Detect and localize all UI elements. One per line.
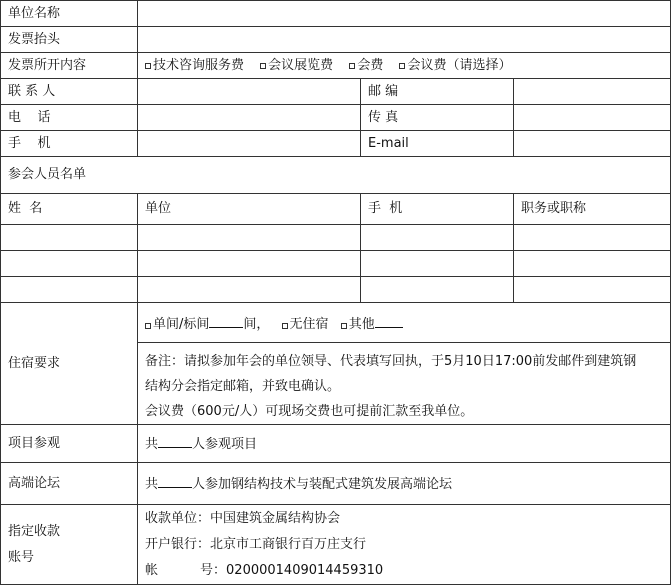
visit-label: 项目参观 [1,425,138,463]
attendee-mobile-cell[interactable] [361,277,514,303]
attendees-heading: 参会人员名单 [1,157,671,194]
attendee-title-cell[interactable] [514,251,671,277]
checkbox-icon[interactable] [282,323,288,329]
unit-name-label: 单位名称 [1,1,138,27]
invoice-content-label: 发票所开内容 [1,53,138,79]
invoice-option-consulting[interactable]: 技术咨询服务费 [145,58,244,73]
room-count-blank[interactable] [209,313,243,328]
lodging-option-none[interactable]: 无住宿 [282,317,329,332]
attendee-mobile-cell[interactable] [361,225,514,251]
fax-field[interactable] [514,105,671,131]
forum-label: 高端论坛 [1,463,138,505]
attendee-mobile-cell[interactable] [361,251,514,277]
lodging-label: 住宿要求 [1,303,138,425]
account-label-line: 账号 [8,549,35,565]
invoice-option-conference[interactable]: 会议费（请选择） [399,58,511,73]
phone-field[interactable] [138,105,361,131]
account-number-line: 帐 号：0200001409014459310 [145,562,384,578]
checkbox-icon[interactable] [399,63,405,69]
lodging-cell [138,303,671,425]
attendee-unit-cell[interactable] [138,277,361,303]
checkbox-icon[interactable] [349,63,355,69]
attendee-title-cell[interactable] [514,277,671,303]
attendee-name-cell[interactable] [1,225,138,251]
forum-cell: 共 人参加钢结构技术与装配式建筑发展高端论坛 [138,463,671,505]
phone-label: 电 话 [1,105,138,131]
lodging-option-room[interactable]: 单间/标间 间， [145,317,269,332]
bank-line: 开户银行：北京市工商银行百万庄支行 [145,536,367,552]
attendee-unit-cell[interactable] [138,251,361,277]
account-number: 0200001409014459310 [226,562,384,578]
lodging-note [145,343,670,424]
email-field[interactable] [514,131,671,157]
lodging-options [138,303,670,343]
postcode-field[interactable] [514,79,671,105]
note-line: 结构分会指定邮箱，并致电确认。 [145,379,341,394]
attendee-row [1,225,671,251]
contact-field[interactable] [138,79,361,105]
other-lodging-blank[interactable] [375,313,403,328]
account-details [138,505,671,585]
attendee-header-name: 姓 名 [1,194,138,225]
email-label: E-mail [361,131,514,157]
contact-label: 联 系 人 [1,79,138,105]
visit-cell: 共 人参观项目 [138,425,671,463]
attendee-row [1,277,671,303]
attendee-header-mobile: 手 机 [361,194,514,225]
note-line: 会议费（600元/人）可现场交费也可提前汇款至我单位。 [145,404,474,419]
attendee-row [1,251,671,277]
invoice-option-exhibition[interactable]: 会议展览费 [260,58,333,73]
account-label-line: 指定收款 [8,523,61,539]
forum-count-blank[interactable] [158,473,192,488]
invoice-title-label: 发票抬头 [1,27,138,53]
visit-count-blank[interactable] [158,433,192,448]
attendee-name-cell[interactable] [1,251,138,277]
checkbox-icon[interactable] [341,323,347,329]
mobile-field[interactable] [138,131,361,157]
attendee-title-cell[interactable] [514,225,671,251]
attendee-unit-cell[interactable] [138,225,361,251]
note-line: 备注：请拟参加年会的单位领导、代表填写回执，于5月10日17:00前发邮件到建筑钢 [145,354,637,369]
fax-label: 传 真 [361,105,514,131]
account-label [1,505,138,585]
invoice-option-membership[interactable]: 会费 [349,58,383,73]
attendee-header-title: 职务或职称 [514,194,671,225]
payee-line: 收款单位：中国建筑金属结构协会 [145,510,341,526]
attendee-header-unit: 单位 [138,194,361,225]
unit-name-field[interactable] [138,1,671,27]
invoice-title-field[interactable] [138,27,671,53]
attendee-name-cell[interactable] [1,277,138,303]
checkbox-icon[interactable] [145,323,151,329]
invoice-content-options [138,53,671,79]
mobile-label: 手 机 [1,131,138,157]
checkbox-icon[interactable] [260,63,266,69]
lodging-option-other[interactable]: 其他 [341,317,403,332]
checkbox-icon[interactable] [145,63,151,69]
postcode-label: 邮 编 [361,79,514,105]
